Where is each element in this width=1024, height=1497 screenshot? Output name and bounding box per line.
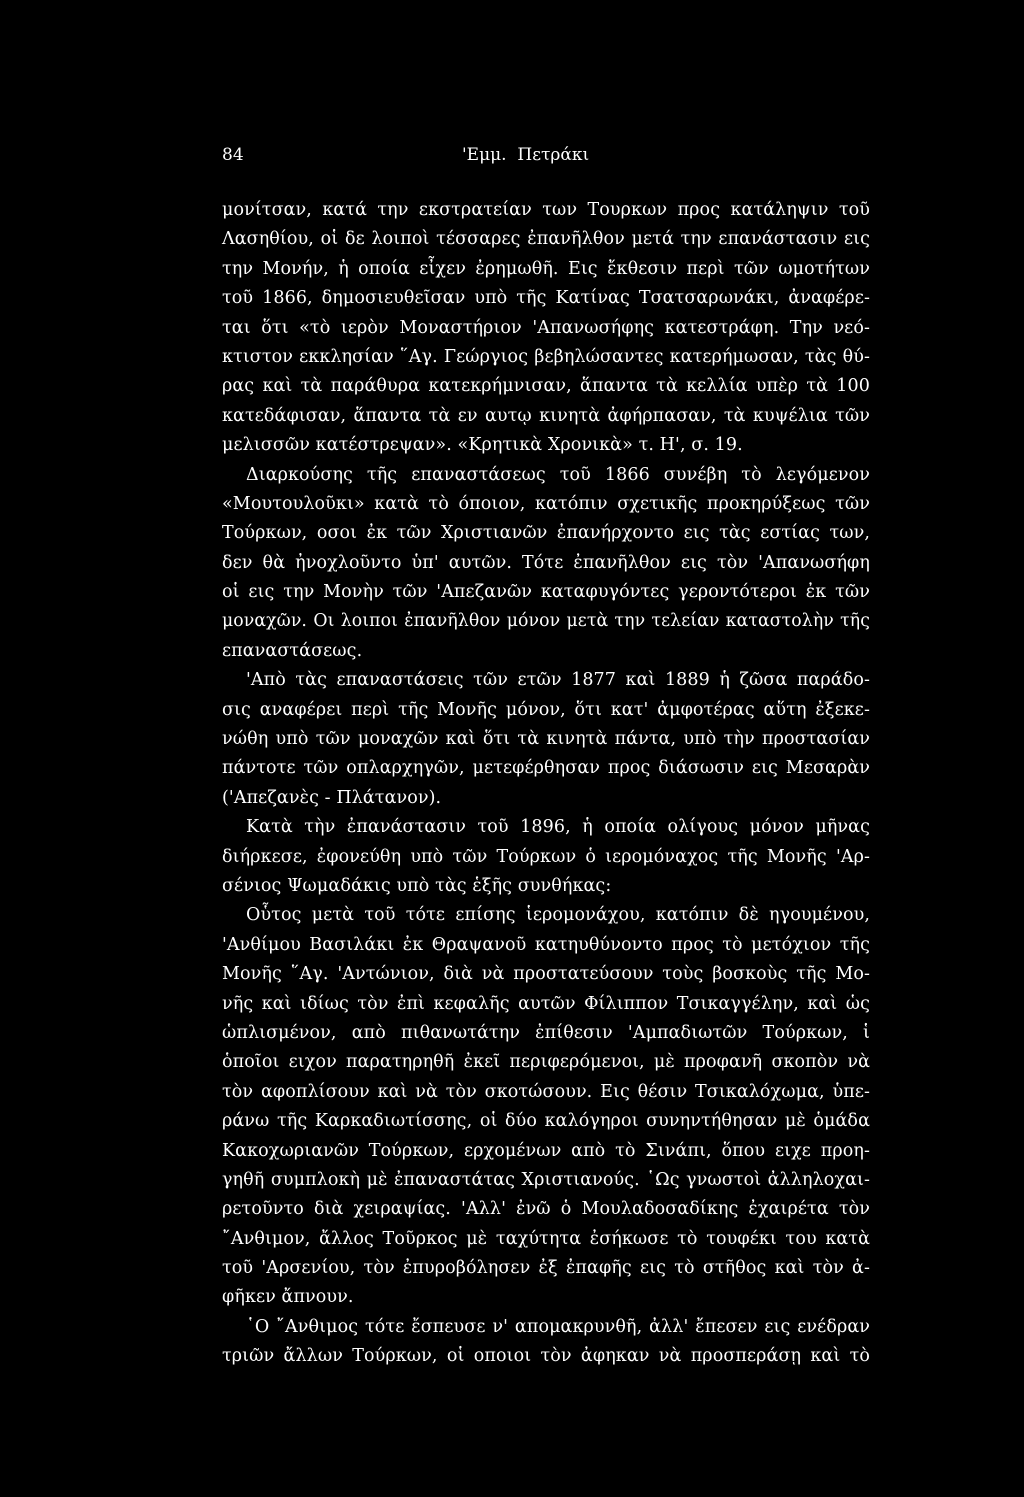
page-header (222, 145, 870, 169)
text-line: δεν θὰ ἠνοχλοῦντο ὑπ' αυτῶν. Τότε ἐπανῆλθον εις τὸν 'Απανωσήφη (222, 552, 870, 573)
text-line: διήρκεσε, ἐφονεύθη υπὸ τῶν Τούρκων ὁ ιερομόναχος τῆς Μονῆς 'Αρ- (222, 846, 870, 867)
text-line: ται ὅτι «τὸ ιερὸν Μοναστήριον 'Απανωσήφης κατεστράφη. Την νεό- (222, 317, 870, 338)
text-line: ὁποῖοι ειχον παρατηρηθῆ ἐκεῖ περιφερόμενοι, μὲ προφανῆ σκοπὸν νὰ (222, 1052, 870, 1073)
text-line: νῆς καὶ ιδίως τὸν ἐπὶ κεφαλῆς αυτῶν Φίλιππον Τσικαγγέλην, καὶ ὡς (222, 993, 870, 1014)
text-line: μονίτσαν, κατά την εκστρατείαν των Τουρκων προς κατάληψιν τοῦ (222, 200, 870, 220)
text-line: Τούρκων, οσοι ἐκ τῶν Χριστιανῶν ἐπανήρχοντο εις τὰς εστίας των, (222, 523, 870, 544)
text-line: τοῦ 1866, δημοσιευθεῖσαν υπὸ τῆς Κατίνας Τσατσαρωνάκι, ἀναφέρε- (222, 288, 870, 309)
text-line: σένιος Ψωμαδάκις υπὸ τὰς ἑξῆς συνθήκας: (222, 875, 612, 896)
text-line: ῾Ο ῎Ανθιμος τότε ἔσπευσε ν' απομακρυνθῆ, ἀλλ' ἔπεσεν εις ενέδραν (246, 1316, 870, 1337)
text-line: ρας καὶ τὰ παράθυρα κατεκρήμνισαν, ἅπαντα τὰ κελλία υπὲρ τὰ 100 (222, 376, 870, 397)
page-number: 84 (222, 145, 244, 165)
text-line: νώθη υπὸ τῶν μοναχῶν καὶ ὅτι τὰ κινητὰ πάντα, υπὸ τὴν προστασίαν (222, 729, 870, 750)
text-line: κτιστον εκκλησίαν ῞Αγ. Γεώργιος βεβηλώσαντες κατερήμωσαν, τὰς θύ- (222, 346, 870, 367)
text-line: Λασηθίου, οἱ δε λοιποὶ τέσσαρες ἐπανῆλθον μετά την επανάστασιν εις (222, 229, 870, 250)
text-line: Μονῆς ῞Αγ. 'Αντώνιον, διὰ νὰ προστατεύσουν τοὺς βοσκοὺς τῆς Μο- (222, 964, 870, 985)
text-line: κατεδάφισαν, ἅπαντα τὰ εν αυτῳ κινητὰ ἀφήρπασαν, τὰ κυψέλια τῶν (222, 405, 870, 426)
text-line: σις αναφέρει περὶ τῆς Μονῆς μόνον, ὅτι κατ' ἀμφοτέρας αὕτη ἐξεκε- (222, 699, 870, 720)
text-line: τὸν αφοπλίσουν καὶ νὰ τὸν σκοτώσουν. Εις θέσιν Τσικαλόχωμα, ὑπε- (222, 1081, 870, 1102)
text-line: την Μονήν, ἡ οποία εἶχεν ἐρημωθῆ. Εις ἔκθεσιν περὶ τῶν ωμοτήτων (222, 258, 870, 279)
text-line: Διαρκούσης τῆς επαναστάσεως τοῦ 1866 συνέβη τὸ λεγόμενον (246, 464, 870, 485)
text-line: 'Ανθίμου Βασιλάκι ἐκ Θραψανοῦ κατηυθύνοντο προς τὸ μετόχιον τῆς (222, 934, 870, 955)
text-line: ράνω τῆς Καρκαδιωτίσσης, οἱ δύο καλόγηροι συνηντήθησαν μὲ ὁμάδα (222, 1111, 870, 1132)
text-line: γηθῆ συμπλοκὴ μὲ ἐπαναστάτας Χριστιανούς. ῾Ως γνωστοὶ ἀλληλοχαι- (222, 1169, 870, 1190)
text-line: Κακοχωριανῶν Τούρκων, ερχομένων απὸ τὸ Σινάπι, ὅπου ειχε προη- (222, 1140, 870, 1161)
text-line: Κατὰ τὴν ἐπανάστασιν τοῦ 1896, ἡ οποία ολίγους μόνον μῆνας (246, 817, 870, 838)
body-text (222, 196, 870, 1372)
text-line: «Μουτουλοῦκι» κατὰ τὸ όποιον, κατόπιν σχετικῆς προκηρύξεως τῶν (222, 493, 870, 514)
text-line: φῆκεν ἄπνουν. (222, 1287, 354, 1308)
text-line: μοναχῶν. Οι λοιποι ἐπανῆλθον μόνον μετὰ την τελείαν καταστολὴν τῆς (222, 611, 870, 632)
text-line: πάντοτε τῶν οπλαρχηγῶν, μετεφέρθησαν προς διάσωσιν εις Μεσαρὰν (222, 758, 870, 779)
text-line: τοῦ 'Αρσενίου, τὸν ἐπυροβόλησεν ἐξ ἐπαφῆς εις τὸ στῆθος καὶ τὸν ἀ- (222, 1258, 870, 1279)
text-line: τριῶν ἄλλων Τούρκων, οἱ οποιοι τὸν ἀφηκαν νὰ προσπεράσῃ καὶ τὸ (222, 1346, 870, 1367)
text-line: ὡπλισμένον, απὸ πιθανωτάτην ἐπίθεσιν 'Αμπαδιωτῶν Τούρκων, ἱ (222, 1022, 870, 1043)
text-line: 'Απὸ τὰς επαναστάσεις τῶν ετῶν 1877 καὶ 1889 ἡ ζῶσα παράδο- (246, 670, 870, 691)
text-line: ῎Ανθιμον, ἄλλος Τοῦρκος μὲ ταχύτητα ἐσήκωσε τὸ τουφέκι του κατὰ (222, 1228, 870, 1249)
text-line: Οὗτος μετὰ τοῦ τότε επίσης ἱερομονάχου, κατόπιν δὲ ηγουμένου, (246, 905, 870, 926)
text-line: μελισσῶν κατέστρεψαν». «Κρητικὰ Χρονικὰ» τ. Η', σ. 19. (222, 435, 743, 456)
text-line: επαναστάσεως. (222, 640, 363, 661)
text-line: ('Απεζανὲς - Πλάτανον). (222, 787, 442, 808)
text-line: οἱ εις την Μονὴν τῶν 'Απεζανῶν καταφυγόντες γεροντότεροι ἐκ τῶν (222, 582, 870, 603)
running-head: 'Εμμ. Πετράκι (462, 145, 590, 165)
text-line: ρετοῦντο διὰ χειραψίας. 'Αλλ' ἐνῶ ὁ Μουλαδοσαδίκης ἐχαιρέτα τὸν (222, 1199, 870, 1220)
